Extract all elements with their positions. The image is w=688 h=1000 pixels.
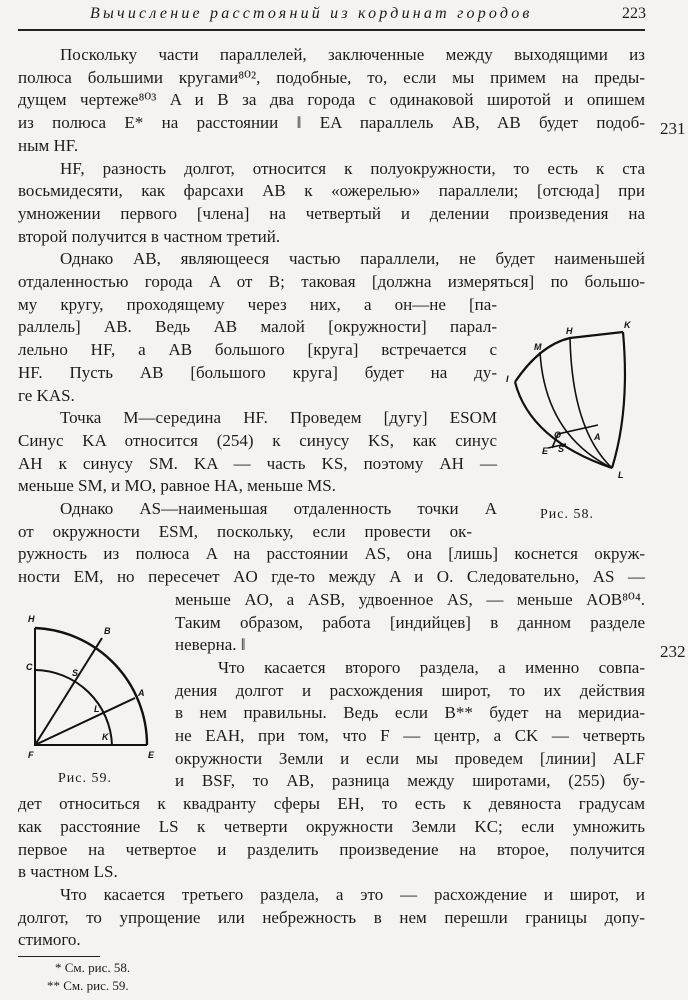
text-line: неверна. ‖ [175,635,246,655]
fig58-label: L [618,470,624,480]
text-line: Таким образом, работа [индийцев] в данном разделе [175,612,645,632]
footnote-rule [18,956,100,957]
fig58-label: E [542,446,549,456]
text-line: Однако AB, являющееся частью параллели, не будет наименьшей [60,249,645,269]
footnote: ** См. рис. 59. [47,978,129,993]
fig59-label: L [94,704,100,714]
text-line: дет относиться к квадранту сферы EH, то есть к девяноста градусам [18,794,645,814]
fig58-label: M [534,342,542,352]
text-line: HF. Пусть AB [большого круга] будет на ду- [18,362,497,382]
text-line: дущем чертеже⁸⁰³ A и B за два города с одинаковой широтой и опишем [18,90,645,110]
fig59-label: E [148,750,155,760]
text-line: AH к синусу SM. KA — часть KS, поэтому AH — [18,453,497,473]
text-line: в нем правильны. Ведь если B** будет на меридиа- [175,703,645,723]
fig58-label: I [506,374,509,384]
text-line: Что касается второго раздела, а именно совпа- [218,657,645,677]
text-line: ружность из полюса A на расстоянии AS, она [лишь] коснется окруж- [18,544,645,564]
text-line: Поскольку части параллелей, заключенные между выходящими из [60,45,645,64]
text-line: меньше AO, а ASB, удвоенное AS, — меньше AOB⁸⁰⁴. [175,589,645,609]
fig59-label: F [28,750,34,760]
text-line: лельно HF, а AB большого [круга] встречается с [18,340,497,360]
text-line: от окружности ESM, поскольку, если провести ок- [18,521,472,541]
text-line: дения долгот и расхождения широт, то их действия [175,680,645,700]
page-number: 223 [622,5,646,22]
fig58-label: O [554,430,562,440]
text-line: HF, разность долгот, относится к полуокружности, то есть к ста [60,158,645,178]
fig58-label: K [624,320,631,330]
figure-59 [20,608,160,763]
fig59-label: A [138,688,145,698]
header-rule [18,29,645,31]
text-line: ности EM, но пересечет AO где-то между A и O. Следовательно, AS — [18,567,645,587]
text-line: Что касается третьего раздела, а это — расхождение и широт, и [60,884,645,904]
fig58-label: S [558,444,565,454]
text-line: му кругу, проходящему через них, а он—не [па- [18,294,497,314]
fig58-label: H [566,326,573,336]
fig59-outer-arc [35,628,147,745]
fig58-meridian-m [540,352,612,468]
text-line: из полюса E* на расстоянии ‖ EA параллель AB, AB будет подоб- [18,113,645,133]
text-line: Точка M—середина HF. Проведем [дугу] ESOM [60,408,497,428]
text-line: восьмидесяти, как фарсахи AB к «ожерелью» параллели; [отсюда] при [18,181,645,201]
text-line: ным HF. [18,135,79,155]
fig59-label: S [72,668,79,678]
text-line: в частном LS. [18,862,118,882]
running-title: Вычисление расстояний из кординат городов [90,5,533,22]
text-line: окружности Земли и если мы проведем [линии] ALF [175,748,645,768]
fig58-top-arc [515,332,623,382]
text-line: как расстояние LS к четверти окружности Земли KC; если умножить [18,816,645,836]
fig59-inner-arc [35,670,112,745]
fig59-label: K [102,732,109,742]
fig58-meridian-h [570,338,612,468]
margin-number: 231 [660,119,686,138]
text-line: первое на четвертое и разделить произведение на второе, получится [18,839,645,859]
text-line: Однако AS—наименьшая отдаленность точки A [60,499,497,518]
fig59-label: H [28,614,35,624]
text-line: не EAH, при том, что F — центр, а CK — четверть [175,726,645,745]
text-line: Синус KA относится (254) к синусу KS, как синус [18,430,497,450]
footnote: * См. рис. 58. [55,960,131,975]
text-line: меньше SM, и MO, равное HA, меньше MS. [18,476,336,496]
fig58-right-arc [612,332,625,468]
fig59-label: C [26,662,33,672]
figure-58-caption: Рис. 58. [540,507,594,522]
text-line: долгот, то упрощение или небрежность в нем перешли границы допу- [18,907,645,927]
fig59-label: B [104,626,111,636]
text-line: раллель] AB. Ведь AB малой [окружности] парал- [18,317,497,337]
figure-59-caption: Рис. 59. [58,771,112,786]
text-line: второй получится в частном третий. [18,226,281,246]
figure-58 [500,320,640,485]
text-line: умножении первого [члена] на четвертый и делении произведения на [18,203,645,223]
text-line: отдаленностью города A от B; таковая [должна измеряться] по большо- [18,272,645,291]
margin-number: 232 [660,642,686,661]
text-line: ге KAS. [18,385,75,405]
text-line: стимого. [18,930,81,950]
fig58-label: A [594,432,601,442]
text-line: полюса большими кругами⁸⁰², подобные, то, если мы примем на преды- [18,67,645,87]
text-line: и BSF, то AB, разница между широтами, (255) бу- [175,771,645,791]
